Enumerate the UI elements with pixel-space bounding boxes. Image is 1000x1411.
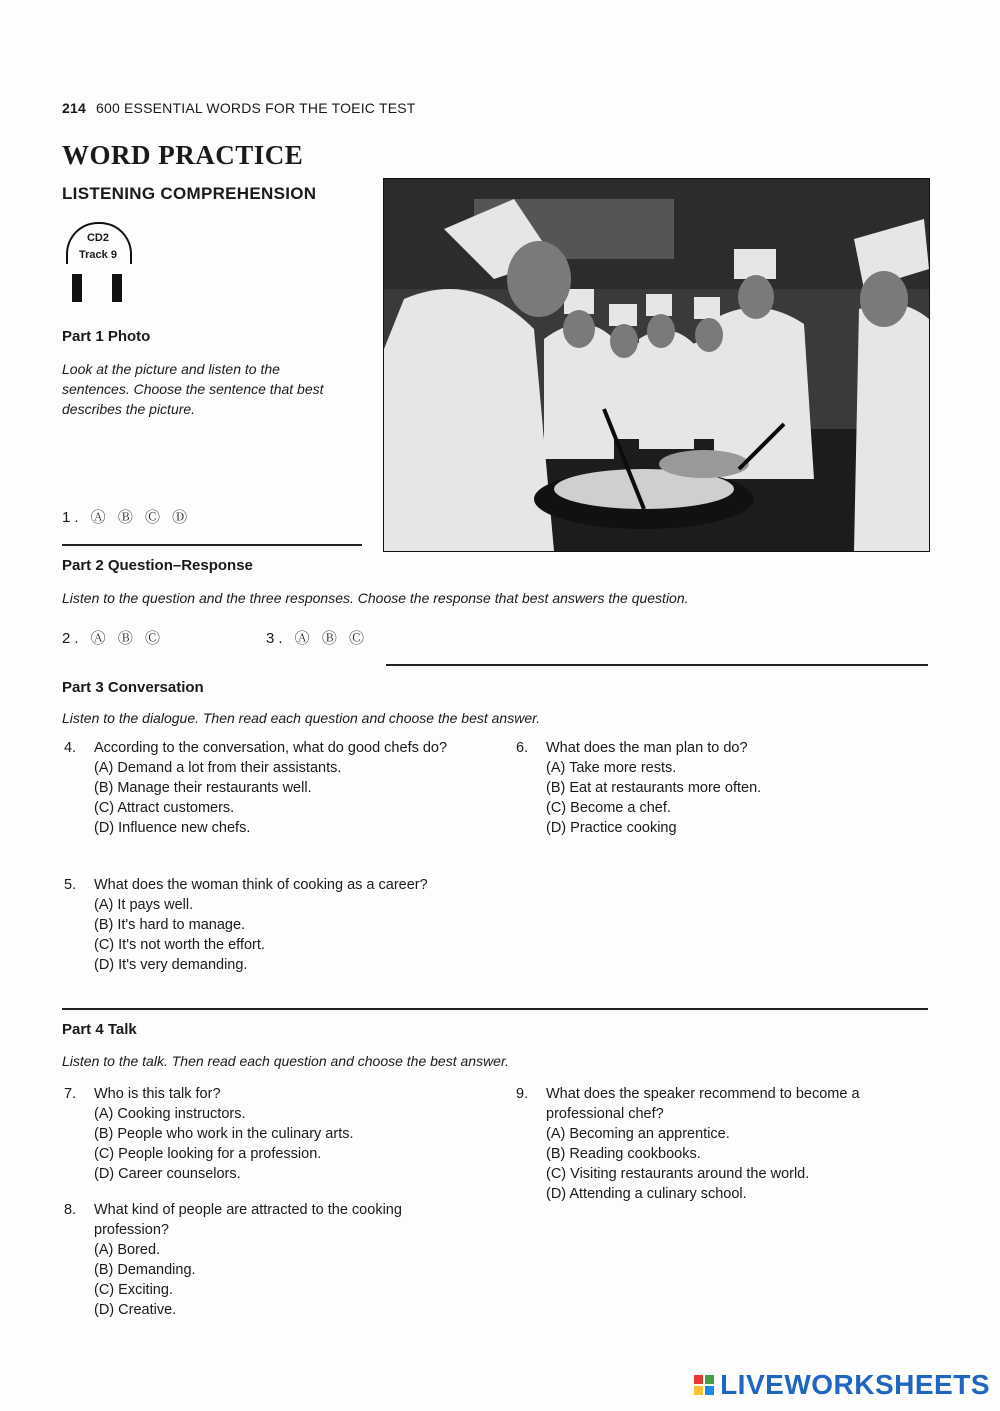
question-5: 5. What does the woman think of cooking as a career? (A) It pays well. (B) It's hard to manage. (C) It's not worth the effort. (D) It's very demanding. bbox=[64, 875, 464, 975]
q5-option-b[interactable]: (B) It's hard to manage. bbox=[94, 917, 246, 933]
q1-answer-bubbles[interactable]: 1. Ⓐ Ⓑ Ⓒ Ⓓ bbox=[62, 509, 192, 526]
q7-option-c[interactable]: (C) People looking for a profession. bbox=[94, 1146, 322, 1162]
question-6: 6. What does the man plan to do? (A) Take more rests. (B) Eat at restaurants more often. (C) Become a chef. (D) Practice cooking bbox=[516, 738, 936, 838]
q4-option-b[interactable]: (B) Manage their restaurants well. bbox=[94, 780, 312, 796]
chefs-cooking-image bbox=[384, 179, 929, 551]
q4-option-a[interactable]: (A) Demand a lot from their assistants. bbox=[94, 760, 342, 776]
divider bbox=[62, 544, 362, 546]
q7-option-a[interactable]: (A) Cooking instructors. bbox=[94, 1106, 246, 1122]
q6-option-b[interactable]: (B) Eat at restaurants more often. bbox=[546, 780, 762, 796]
q6-option-c[interactable]: (C) Become a chef. bbox=[546, 800, 671, 816]
book-title: 600 ESSENTIAL WORDS FOR THE TOEIC TEST bbox=[95, 100, 416, 116]
q3-answer-bubbles[interactable]: 3. Ⓐ Ⓑ Ⓒ bbox=[266, 630, 369, 647]
q4-option-c[interactable]: (C) Attract customers. bbox=[94, 800, 235, 816]
page-header bbox=[62, 100, 416, 116]
q8-option-c[interactable]: (C) Exciting. bbox=[94, 1282, 173, 1298]
liveworksheets-logo-icon bbox=[694, 1375, 714, 1395]
kitchen-photo bbox=[383, 178, 930, 552]
question-7: 7. Who is this talk for? (A) Cooking instructors. (B) People who work in the culinary arts. (C) People looking for a profession. (D) Career counselors. bbox=[64, 1084, 484, 1184]
question-4: 4. According to the conversation, what do good chefs do? (A) Demand a lot from their assistants. (B) Manage their restaurants well. (C) Attract customers. (D) Influence new chefs. bbox=[64, 738, 484, 838]
q9-option-d[interactable]: (D) Attending a culinary school. bbox=[546, 1186, 747, 1202]
q6-option-d[interactable]: (D) Practice cooking bbox=[546, 820, 677, 836]
q2-answer-bubbles[interactable]: 2. Ⓐ Ⓑ Ⓒ bbox=[62, 630, 165, 647]
q5-option-d[interactable]: (D) It's very demanding. bbox=[94, 957, 248, 973]
question-8: 8. What kind of people are attracted to the cooking profession? (A) Bored. (B) Demanding. (C) Exciting. (D) Creative. bbox=[64, 1200, 474, 1320]
part1-instruction: Look at the picture and listen to the sentences. Choose the sentence that best describes the picture. bbox=[62, 361, 324, 417]
q4-option-d[interactable]: (D) Influence new chefs. bbox=[94, 820, 251, 836]
question-9: 9. What does the speaker recommend to become a professional chef? (A) Becoming an apprentice. (B) Reading cookbooks. (C) Visiting restaurants around the world. (D) Attending a culinary school. bbox=[516, 1084, 936, 1204]
headphones-icon bbox=[62, 222, 134, 304]
q6-option-a[interactable]: (A) Take more rests. bbox=[546, 760, 677, 776]
part1-label: Part 1 Photo bbox=[62, 328, 151, 345]
liveworksheets-footer[interactable] bbox=[694, 1369, 990, 1401]
page-number: 214 bbox=[62, 100, 86, 116]
part3-label: Part 3 Conversation bbox=[62, 679, 204, 696]
brand-name: LIVEWORKSHEETS bbox=[720, 1369, 990, 1400]
part4-instruction: Listen to the talk. Then read each question and choose the best answer. bbox=[62, 1053, 509, 1069]
q7-option-d[interactable]: (D) Career counselors. bbox=[94, 1166, 241, 1182]
section-subtitle: LISTENING COMPREHENSION bbox=[62, 184, 317, 203]
q5-option-a[interactable]: (A) It pays well. bbox=[94, 897, 194, 913]
q5-option-c[interactable]: (C) It's not worth the effort. bbox=[94, 937, 265, 953]
q9-option-c[interactable]: (C) Visiting restaurants around the world. bbox=[546, 1166, 810, 1182]
track-label: Track 9 bbox=[79, 249, 117, 261]
divider bbox=[386, 664, 928, 666]
q7-option-b[interactable]: (B) People who work in the culinary arts. bbox=[94, 1126, 354, 1142]
q8-option-b[interactable]: (B) Demanding. bbox=[94, 1262, 196, 1278]
cd-label: CD2 bbox=[86, 232, 109, 244]
part3-instruction: Listen to the dialogue. Then read each question and choose the best answer. bbox=[62, 710, 541, 726]
divider bbox=[62, 1008, 928, 1010]
page-title: WORD PRACTICE bbox=[62, 140, 304, 170]
part2-label: Part 2 Question–Response bbox=[62, 557, 253, 574]
q9-option-a[interactable]: (A) Becoming an apprentice. bbox=[546, 1126, 730, 1142]
part4-label: Part 4 Talk bbox=[62, 1021, 137, 1038]
q8-option-a[interactable]: (A) Bored. bbox=[94, 1242, 161, 1258]
part2-instruction: Listen to the question and the three responses. Choose the response that best answers the question. bbox=[62, 590, 689, 606]
q9-option-b[interactable]: (B) Reading cookbooks. bbox=[546, 1146, 701, 1162]
q8-option-d[interactable]: (D) Creative. bbox=[94, 1302, 177, 1318]
